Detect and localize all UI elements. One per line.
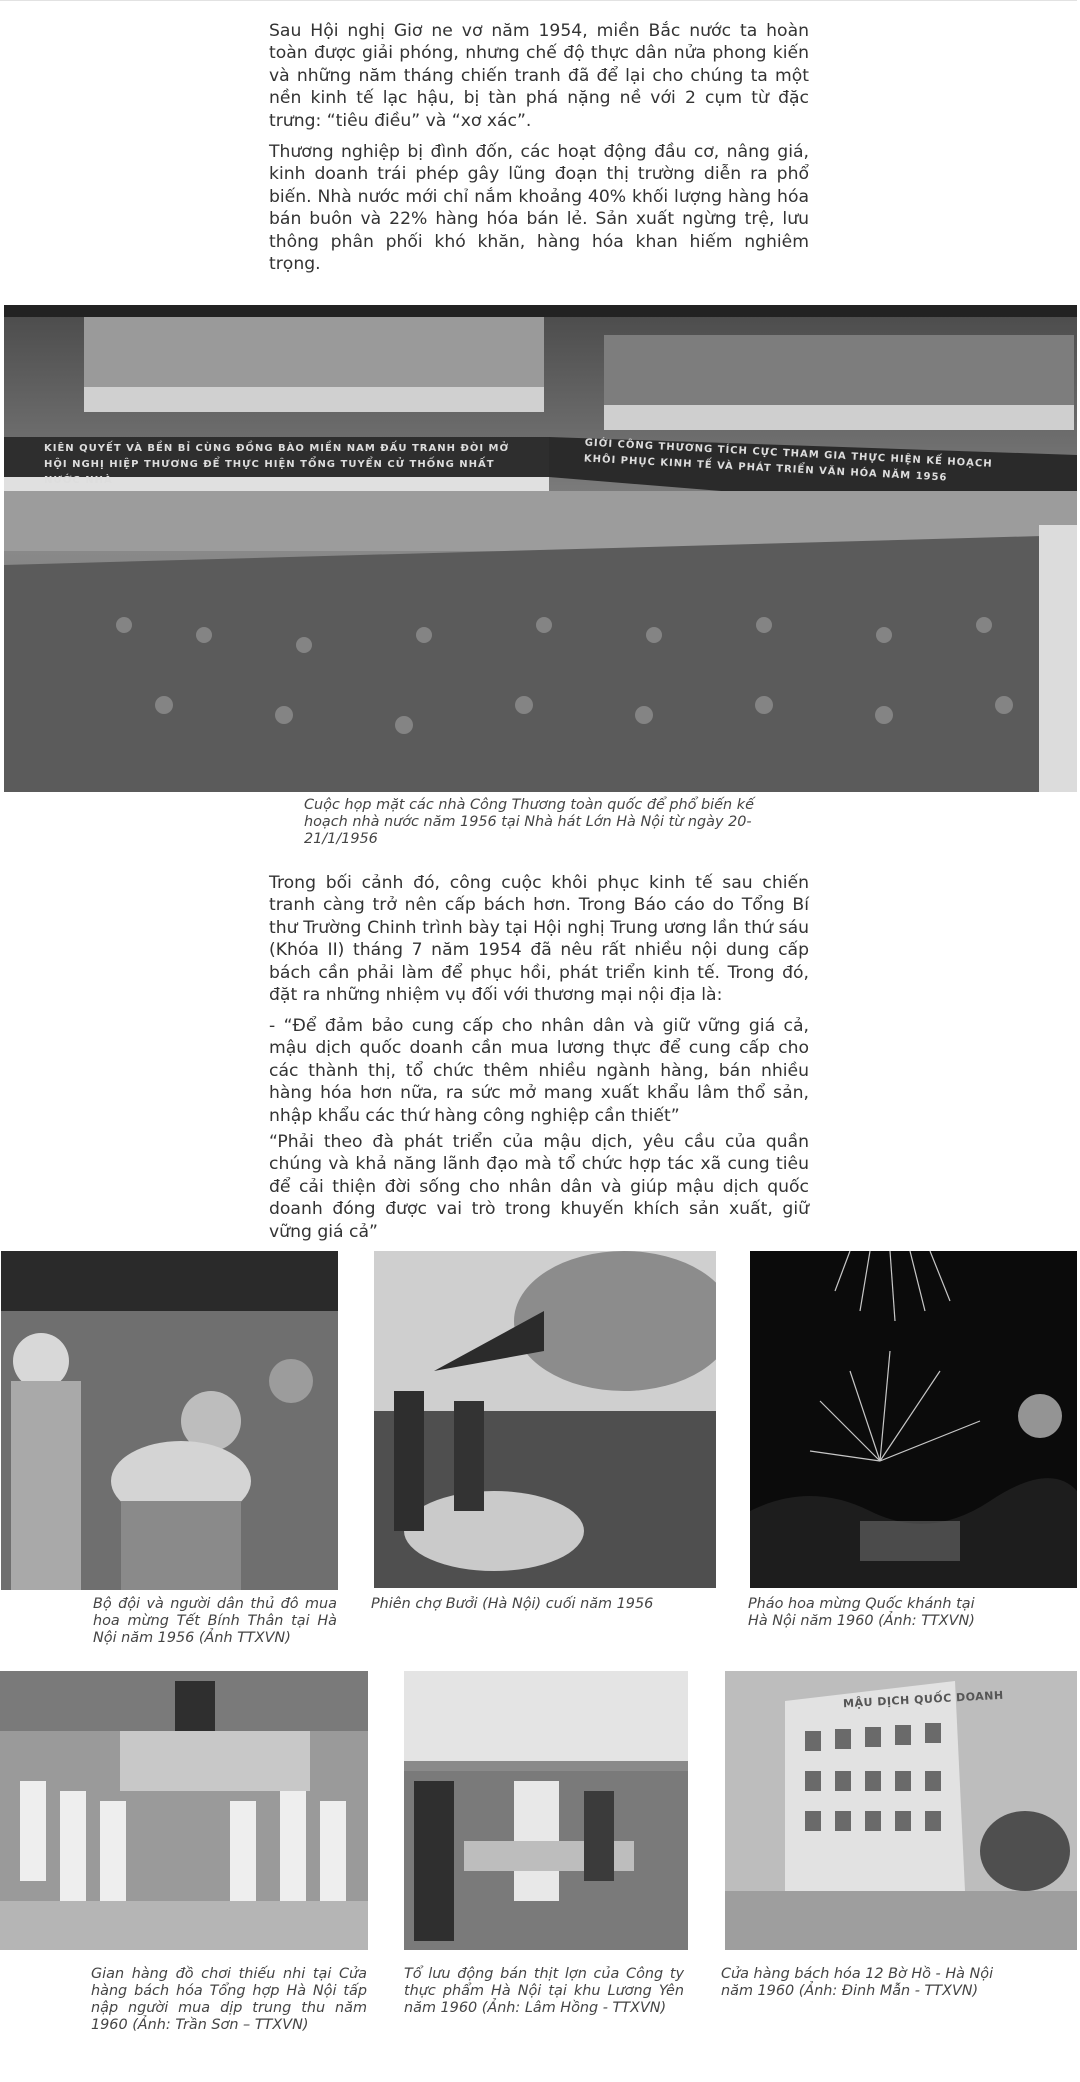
gallery-caption-department-store: Cửa hàng bách hóa 12 Bờ Hồ - Hà Nội năm 1960 (Ảnh: Đinh Mẫn - TTXVN) <box>721 1966 994 1999</box>
paragraph-commerce: Thương nghiệp bị đình đốn, các hoạt động đầu cơ, nâng giá, kinh doanh trái phép gây lũng đoạn thị trường diễn ra phổ biến. Nhà nước mới chỉ nắm khoảng 40% khối lượng hàng hóa bán buôn và 22% hàng hóa bán lẻ. Sản xuất ngừng trệ, lưu thông phân phối khó khăn, hàng hóa khan hiếm nghiêm trọng. <box>269 142 809 275</box>
gallery-caption-flowers: Bộ đội và người dân thủ đô mua hoa mừng Tết Bính Thân tại Hà Nội năm 1956 (Ảnh TTXVN) <box>93 1596 337 1646</box>
main-photo-caption: Cuộc họp mặt các nhà Công Thương toàn quốc để phổ biến kế hoạch nhà nước năm 1956 tại Nhà hát Lớn Hà Nội từ ngày 20-21/1/1956 <box>304 797 754 847</box>
paragraph-context: Trong bối cảnh đó, công cuộc khôi phục kinh tế sau chiến tranh càng trở nên cấp bách hơn. Trong Báo cáo do Tổng Bí thư Trường Chinh trình bày tại Hội nghị Trung ương lần thứ sáu (Khóa II) tháng 7 năm 1954 đã nêu rất nhiều nội dung cấp bách cần phải làm để phục hồi, phát triển kinh tế. Trong đó, đặt ra những nhiệm vụ đối với thương mại nội địa là: <box>269 873 809 1006</box>
gallery-photo-toy-stall[interactable] <box>0 1671 368 1950</box>
gallery-caption-meat-vendor: Tổ lưu động bán thịt lợn của Công ty thực phẩm Hà Nội tại khu Lương Yên năm 1960 (Ảnh: Lâm Hồng - TTXVN) <box>404 1966 684 2016</box>
gallery-photo-department-store[interactable] <box>725 1671 1077 1950</box>
gallery-photo-market[interactable] <box>374 1251 716 1588</box>
paragraph-intro: Sau Hội nghị Giơ ne vơ năm 1954, miền Bắc nước ta hoàn toàn được giải phóng, nhưng chế độ thực dân nửa phong kiến và những năm tháng chiến tranh đã để lại cho chúng ta một nền kinh tế lạc hậu, bị tàn phá nặng nề với 2 cụm từ đặc trưng: “tiêu điều” và “xơ xác”. <box>269 21 809 131</box>
paragraph-quote-2: “Phải theo đà phát triển của mậu dịch, yêu cầu của quần chúng và khả năng lãnh đạo mà tổ chức hợp tác xã cung tiêu để cải thiện đời sống cho nhân dân và giúp mậu dịch quốc doanh đóng được vai trò trong khuyến khích sản xuất, giữ vững giá cả” <box>269 1132 809 1242</box>
banner-right-text: GIỚI CÔNG THƯƠNG TÍCH CỰC THAM GIA THỰC HIỆN KẾ HOẠCH KHÔI PHỤC KINH TẾ VÀ PHÁT TRIỂN VĂN HÓA NĂM 1956 <box>583 437 993 484</box>
paragraph-quote-1: - “Để đảm bảo cung cấp cho nhân dân và giữ vững giá cả, mậu dịch quốc doanh cần mua lương thực để cung cấp cho các thành thị, tổ chức thêm nhiều ngành hàng, bán nhiều hàng hóa hơn nữa, ra sức mở mang xuất khẩu lâm thổ sản, nhập khẩu các thứ hàng công nghiệp cần thiết” <box>269 1016 809 1126</box>
gallery-caption-fireworks: Pháo hoa mừng Quốc khánh tại Hà Nội năm 1960 (Ảnh: TTXVN) <box>748 1596 975 1629</box>
gallery-caption-market: Phiên chợ Bưởi (Hà Nội) cuối năm 1956 <box>371 1596 654 1612</box>
gallery-photo-meat-vendor[interactable] <box>404 1671 688 1950</box>
gallery-photo-flowers[interactable] <box>1 1251 338 1590</box>
store-sign-text: MẬU DỊCH QUỐC DOANH <box>842 1688 1004 1711</box>
gallery-photo-fireworks[interactable] <box>750 1251 1077 1588</box>
main-photo[interactable] <box>4 305 1077 792</box>
top-divider <box>0 0 1077 1</box>
banner-left-text: KIÊN QUYẾT VÀ BỀN BỈ CÙNG ĐỒNG BÀO MIỀN NAM ĐẤU TRANH ĐÒI MỞ HỘI NGHỊ HIỆP THƯƠNG ĐỂ THỰC HIỆN TỔNG TUYỂN CỬ THỐNG NHẤT NƯỚC NHÀ <box>44 443 510 486</box>
gallery-caption-toy-stall: Gian hàng đồ chơi thiếu nhi tại Cửa hàng bách hóa Tổng hợp Hà Nội tấp nập người mua dịp trung thu năm 1960 (Ảnh: Trần Sơn – TTXVN) <box>91 1966 367 2033</box>
